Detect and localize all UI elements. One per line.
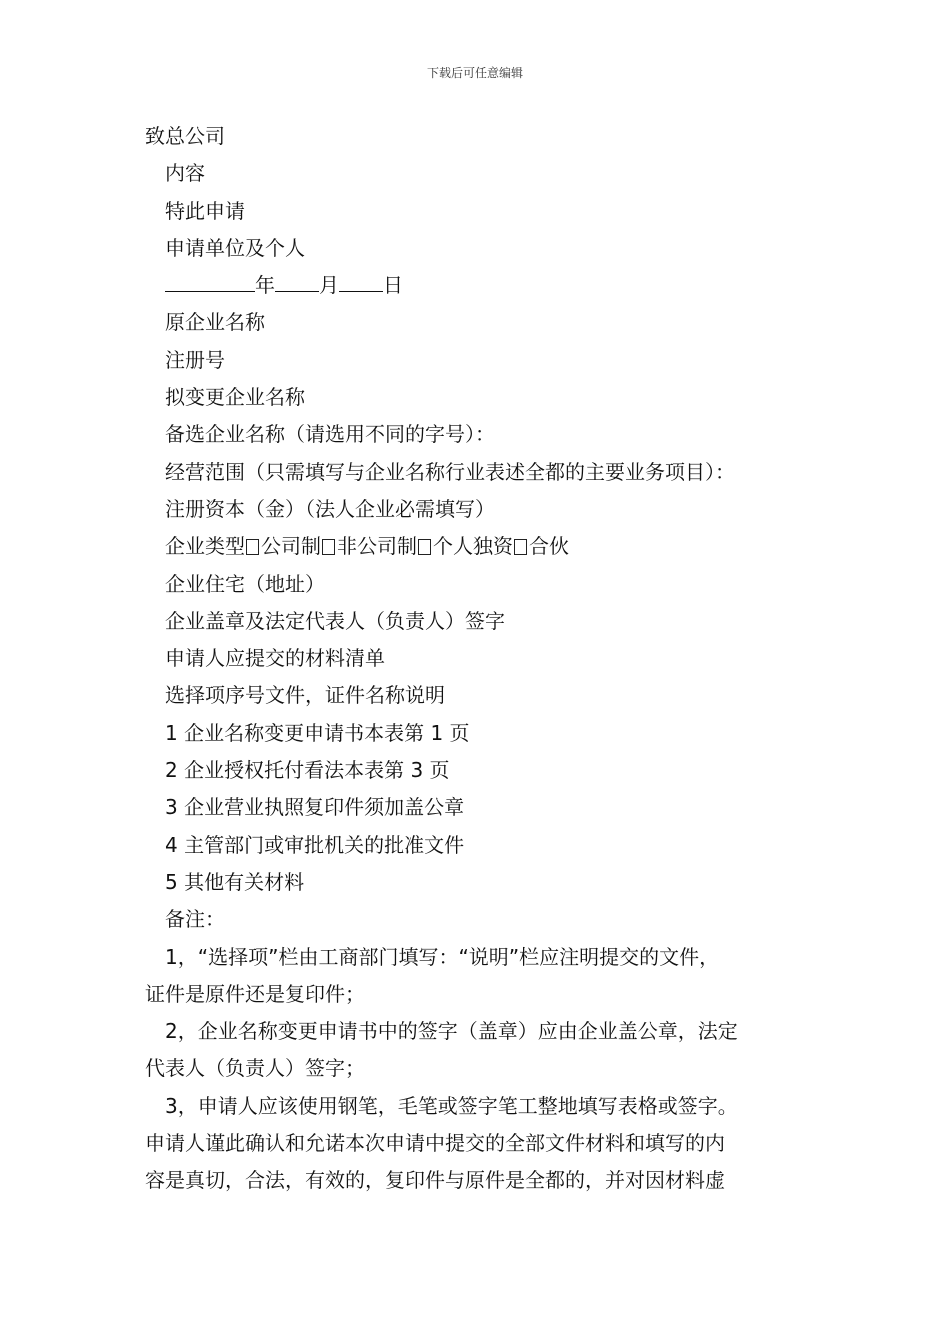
date-line — [145, 267, 835, 304]
alt-name-label: 备选企业名称（请选用不同的字号）： — [165, 422, 495, 447]
applicant-label: 申请单位及个人 — [165, 235, 305, 260]
seal-sign-label: 企业盖章及法定代表人（负责人）签字 — [165, 608, 505, 633]
option-company: 公司制 — [261, 534, 321, 559]
checkbox-company[interactable] — [246, 539, 259, 555]
enterprise-type-line — [145, 528, 835, 565]
note-2-line-1: 2，企业名称变更申请书中的签字（盖章）应由企业盖公章，法定 — [165, 1019, 738, 1044]
note-3-line-1: 3，申请人应该使用钢笔，毛笔或签字笔工整地填写表格或签字。 — [165, 1093, 738, 1118]
material-item: 3 企业营业执照复印件须加盖公章 — [165, 795, 465, 820]
month-label: 月 — [319, 273, 339, 298]
addressee: 致总公司 — [145, 124, 225, 148]
residence-label: 企业住宅（地址） — [165, 571, 325, 596]
checkbox-non-company[interactable] — [322, 539, 335, 555]
material-item: 4 主管部门或审批机关的批准文件 — [165, 832, 465, 857]
business-scope-label: 经营范围（只需填写与企业名称行业表述全都的主要业务项目）： — [165, 459, 735, 484]
reg-capital-label: 注册资本（金）（法人企业必需填写） — [165, 496, 495, 521]
month-blank[interactable] — [275, 269, 319, 292]
option-sole-proprietor: 个人独资 — [433, 534, 513, 559]
checkbox-partnership[interactable] — [514, 539, 527, 555]
enterprise-type-label: 企业类型 — [165, 534, 245, 559]
note-1-line-2: 证件是原件还是复印件； — [145, 981, 365, 1006]
document-body — [145, 118, 835, 1200]
note-3-line-2: 申请人谨此确认和允诺本次申请中提交的全部文件材料和填写的内 — [145, 1131, 725, 1156]
material-item: 2 企业授权托付看法本表第 3 页 — [165, 758, 450, 783]
note-3-line-3: 容是真切，合法，有效的，复印件与原件是全都的，并对因材料虚 — [145, 1168, 725, 1193]
option-non-company: 非公司制 — [337, 534, 417, 559]
day-blank[interactable] — [339, 269, 383, 292]
option-partnership: 合伙 — [529, 534, 569, 559]
note-2-line-2: 代表人（负责人）签字； — [145, 1056, 365, 1081]
day-label: 日 — [383, 273, 403, 298]
original-name-label: 原企业名称 — [165, 310, 265, 335]
content-label: 内容 — [165, 161, 205, 186]
remarks-title: 备注： — [165, 907, 225, 932]
note-1-line-1: 1，“选择项”栏由工商部门填写：“说明”栏应注明提交的文件， — [165, 944, 720, 969]
proposed-name-label: 拟变更企业名称 — [165, 385, 305, 410]
year-label: 年 — [255, 273, 275, 298]
material-item: 1 企业名称变更申请书本表第 1 页 — [165, 720, 470, 745]
materials-header: 选择项序号文件，证件名称说明 — [165, 683, 445, 708]
page-header-note: 下载后可任意编辑 — [426, 66, 523, 80]
materials-title: 申请人应提交的材料清单 — [165, 646, 385, 671]
reg-no-label: 注册号 — [165, 347, 225, 372]
material-item: 5 其他有关材料 — [165, 869, 305, 894]
checkbox-sole-proprietor[interactable] — [418, 539, 431, 555]
hereby-apply: 特此申请 — [165, 198, 245, 223]
year-blank[interactable] — [165, 269, 255, 292]
